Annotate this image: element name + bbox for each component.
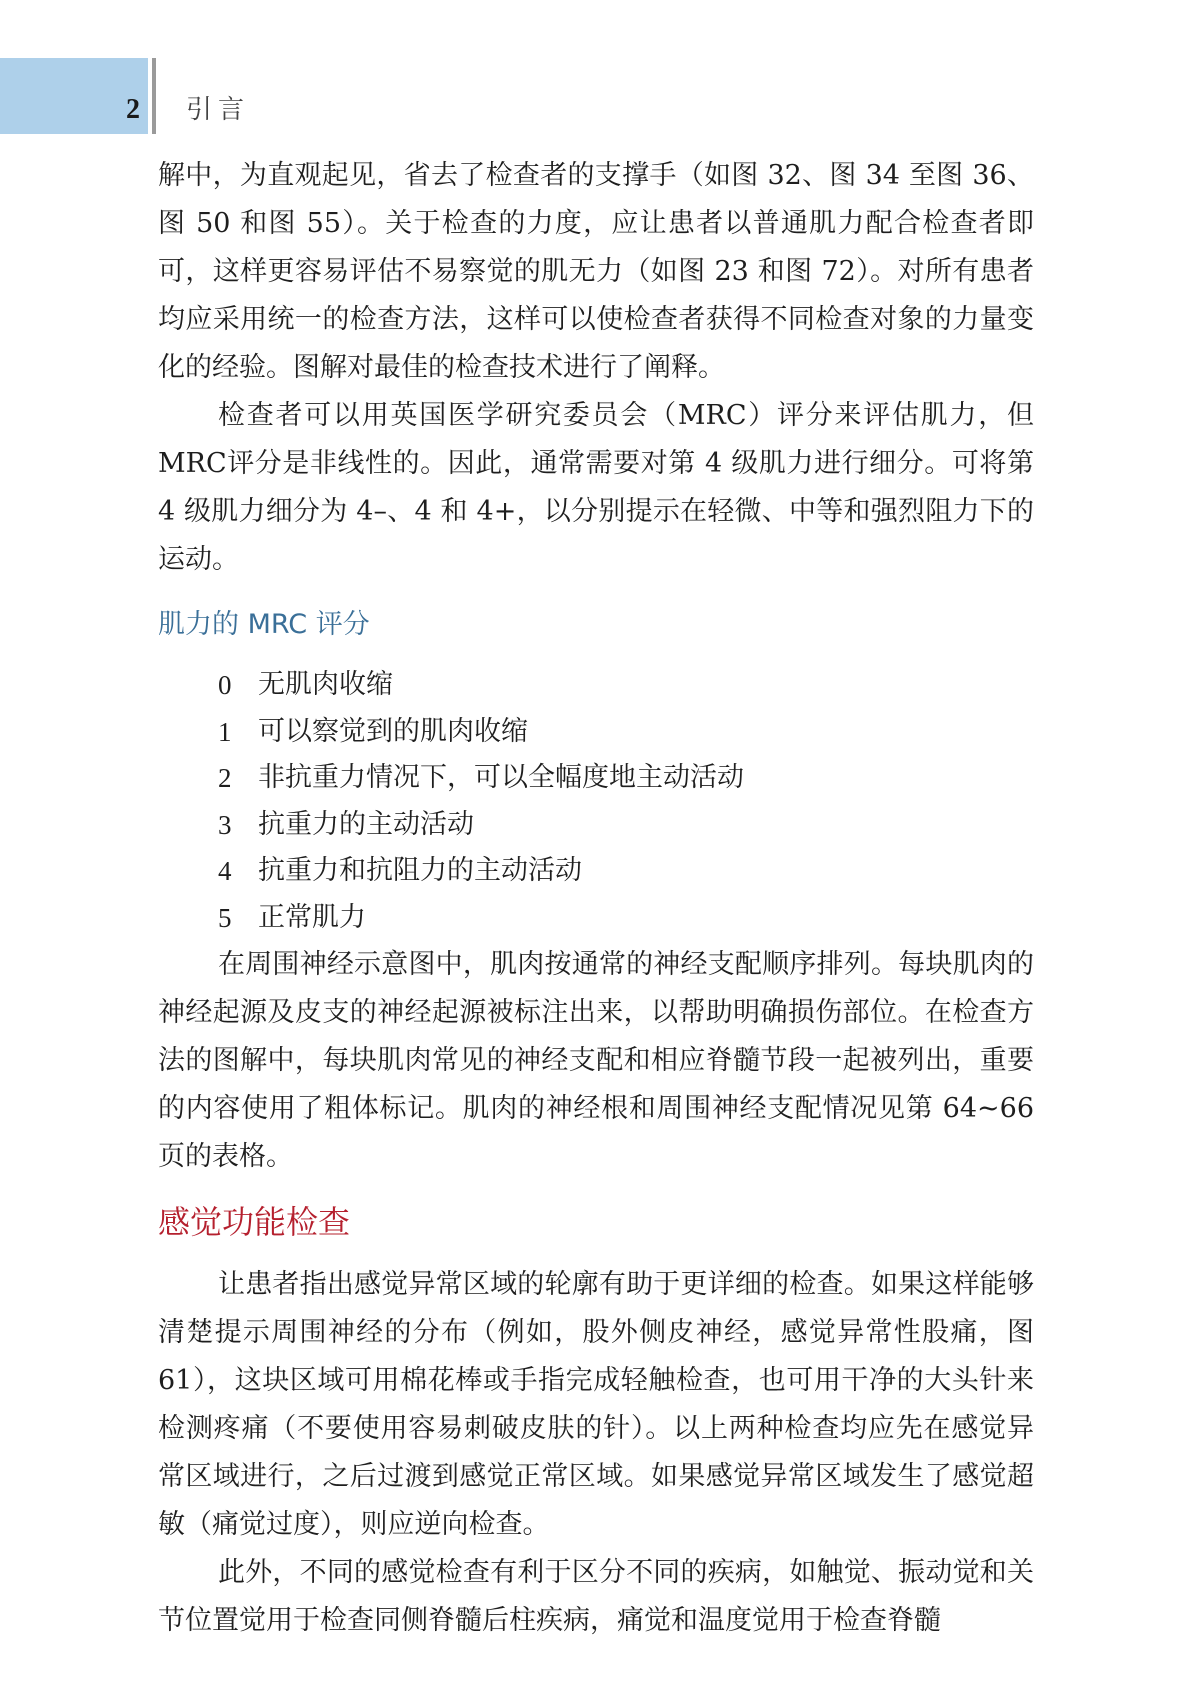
mrc-scale-item: [218, 662, 1034, 709]
mrc-grade: 1: [218, 716, 232, 747]
mrc-description: 抗重力的主动活动: [258, 808, 474, 840]
mrc-scale-item: [218, 755, 1034, 802]
mrc-grade: 5: [218, 902, 232, 933]
paragraph-sensory-diseases: 此外，不同的感觉检查有利于区分不同的疾病，如触觉、振动觉和关节位置觉用于检查同侧脊髓后柱疾病，痛觉和温度觉用于检查脊髓: [158, 1557, 1034, 1636]
mrc-scale-list: [158, 662, 1034, 941]
mrc-subheading: 肌力的 MRC 评分: [158, 609, 370, 640]
mrc-description: 抗重力和抗阻力的主动活动: [258, 855, 582, 886]
paragraph-sensory-exam: 让患者指出感觉异常区域的轮廓有助于更详细的检查。如果这样能够清楚提示周围神经的分布（例如，股外侧皮神经，感觉异常性股痛，图 61），这块区域可用棉花棒或手指完成轻触检查，也可用干净的大头针来检测疼痛（不要使用容易刺破皮肤的针）。以上两种检查均应先在感觉异常区域进行，之后过渡到感觉正常区域。如果感觉异常区域发生了感觉超敏（痛觉过度），则应逆向检查。: [158, 1269, 1034, 1540]
mrc-grade: 2: [218, 763, 232, 793]
mrc-scale-item: [218, 709, 1034, 756]
mrc-grade: 3: [218, 809, 232, 840]
page-body: [158, 152, 1034, 1645]
mrc-description: 可以察觉到的肌肉收缩: [258, 715, 528, 747]
section-heading-sensory: 感觉功能检查: [158, 1203, 351, 1241]
mrc-description: 正常肌力: [258, 901, 366, 933]
mrc-grade: 0: [218, 670, 232, 700]
paragraph-nerve-diagrams: 在周围神经示意图中，肌肉按通常的神经支配顺序排列。每块肌肉的神经起源及皮支的神经起源被标注出来，以帮助明确损伤部位。在检查方法的图解中，每块肌肉常见的神经支配和相应脊髓节段一起被列出，重要的内容使用了粗体标记。肌肉的神经根和周围神经支配情况见第 64~66 页的表格。: [158, 949, 1034, 1172]
mrc-grade: 4: [218, 856, 232, 886]
mrc-scale-item: [218, 895, 1034, 942]
mrc-scale-item: [218, 802, 1034, 849]
mrc-description: 无肌肉收缩: [258, 669, 393, 700]
mrc-scale-item: [218, 848, 1034, 895]
header-divider: [152, 58, 156, 134]
paragraph-continued: 解中，为直观起见，省去了检查者的支撑手（如图 32、图 34 至图 36、图 50 和图 55）。关于检查的力度，应让患者以普通肌力配合检查者即可，这样更容易评估不易察觉的肌无力（如图 23 和图 72）。对所有患者均应采用统一的检查方法，这样可以使检查者获得不同检查对象的力量变化的经验。图解对最佳的检查技术进行了阐释。: [158, 160, 1034, 383]
mrc-description: 非抗重力情况下，可以全幅度地主动活动: [258, 762, 744, 793]
paragraph-mrc-intro: 检查者可以用英国医学研究委员会（MRC）评分来评估肌力，但MRC评分是非线性的。因此，通常需要对第 4 级肌力进行细分。可将第 4 级肌力细分为 4–、4 和 4+，以分别提示在轻微、中等和强烈阻力下的运动。: [158, 400, 1034, 575]
running-head: 引言: [186, 95, 251, 125]
page-number: 2: [126, 94, 140, 125]
